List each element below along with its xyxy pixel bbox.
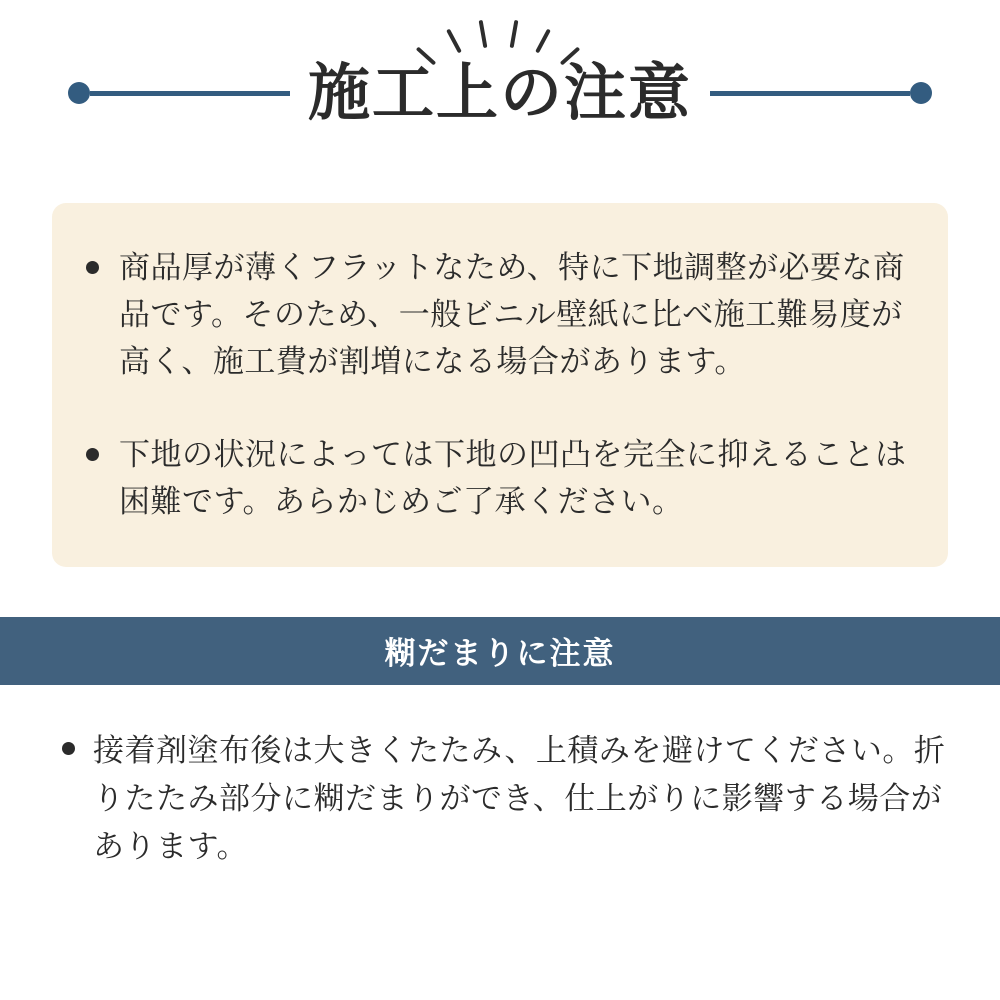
notice-text: 下地の状況によっては下地の凹凸を完全に抑えることは困難です。あらかじめご了承ください。 [119, 437, 907, 521]
right-rule-line [710, 91, 910, 96]
lower-bullet-list [62, 727, 948, 871]
right-rule-dot [910, 82, 932, 104]
left-rule-line [90, 91, 290, 96]
lower-section [0, 685, 1000, 871]
lower-text: 接着剤塗布後は大きくたたみ、上積みを避けてください。折りたたみ部分に糊だまりができ、仕上がりに影響する場合があります。 [93, 732, 946, 865]
notice-text: 商品厚が薄くフラットなため、特に下地調整が必要な商品です。そのため、一般ビニル壁紙に比べ施工難易度が高く、施工費が割増になる場合があります。 [119, 250, 905, 381]
notice-card [52, 203, 948, 567]
section-band-title: 糊だまりに注意 [384, 636, 616, 673]
notice-bullet-list [86, 245, 914, 527]
list-item [86, 245, 914, 386]
bullet-point-icon [62, 742, 75, 755]
page-header [0, 0, 1000, 175]
left-rule-decoration [68, 82, 290, 104]
section-band [0, 617, 1000, 685]
bullet-point-icon [86, 448, 99, 461]
title-row [0, 56, 1000, 129]
list-item [62, 727, 948, 871]
list-item [86, 432, 914, 526]
right-rule-decoration [710, 82, 932, 104]
page-title: 施工上の注意 [307, 56, 692, 129]
left-rule-dot [68, 82, 90, 104]
bullet-point-icon [86, 261, 99, 274]
